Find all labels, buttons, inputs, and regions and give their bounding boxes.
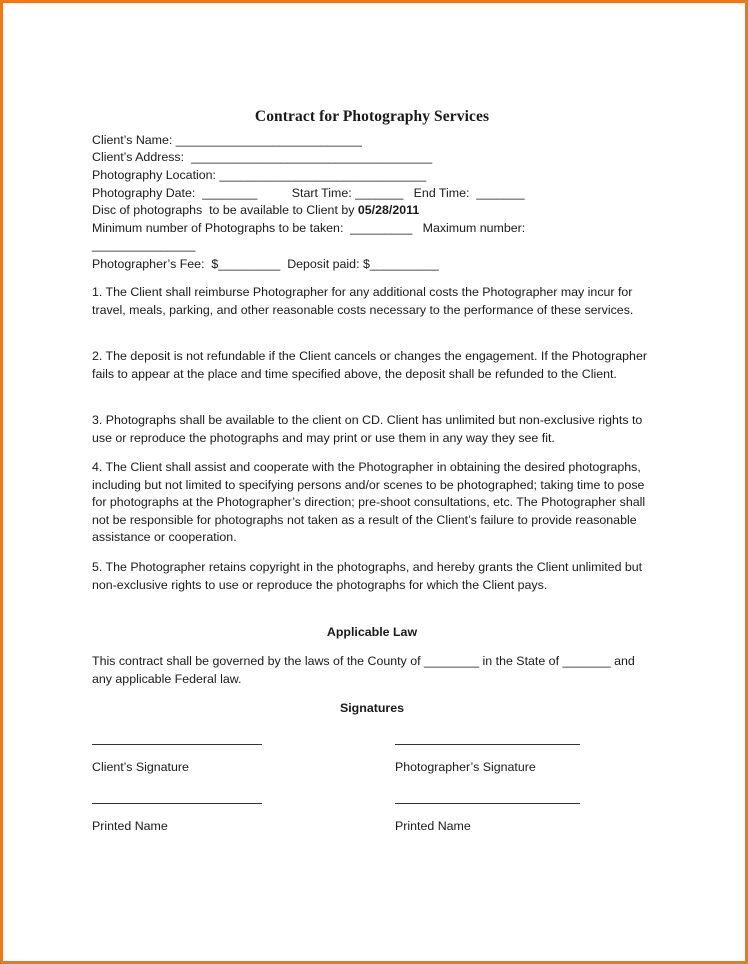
- photographer-printed-name-label: Printed Name: [395, 819, 471, 833]
- photographer-signature-label: Photographer’s Signature: [395, 760, 536, 774]
- photographer-signature-line: [395, 744, 580, 746]
- clause-3: 3. Photographs shall be available to the client on CD. Client has unlimited but non-exclusive rights to use or reproduce the photographs and may print or use them in any way they see fit.: [92, 413, 643, 445]
- photographer-printed-name-line: [395, 803, 580, 805]
- client-name-field: Client’s Name: ___________________________: [92, 133, 362, 147]
- clause-5: 5. The Photographer retains copyright in the photographs, and hereby grants the Client unlimited but non-exclusive rights to use or reproduce the photographs for which the Client pays.: [92, 560, 643, 592]
- client-signature-label: Client’s Signature: [92, 760, 189, 774]
- disc-availability-text: Disc of photographs to be available to Client by: [92, 203, 358, 217]
- client-printed-name-line: [92, 803, 262, 805]
- client-signature-line: [92, 744, 262, 746]
- applicable-law-text: This contract shall be governed by the laws of the County of ________ in the State of _______ and any applicable Federal law.: [92, 654, 635, 686]
- max-photos-blank: _______________: [92, 238, 196, 252]
- photography-date-time-field: Photography Date: ________ Start Time: _______ End Time: _______: [92, 186, 525, 200]
- client-address-field: Client’s Address: ___________________________________: [92, 150, 433, 164]
- applicable-law-heading: Applicable Law: [326, 625, 418, 639]
- client-printed-name-label: Printed Name: [92, 819, 168, 833]
- clause-2: 2. The deposit is not refundable if the Client cancels or changes the engagement. If the Photographer fails to appear at the place and time specified above, the deposit shall be refunded to the Client.: [92, 349, 647, 381]
- document-title: Contract for Photography Services: [254, 108, 490, 125]
- fee-deposit-field: Photographer’s Fee: $_________ Deposit paid: $__________: [92, 257, 439, 271]
- disc-availability-line: [92, 202, 419, 219]
- disc-availability-date: 05/28/2011: [357, 203, 420, 217]
- clause-4: 4. The Client shall assist and cooperate with the Photographer in obtaining the desired photographs, including but not limited to specifying persons and/or scenes to be photographed; taking time to pose for photographs at the Photographer’s direction; pre-shoot consultations, etc. The Photographer shall not be responsible for photographs not taken as a result of the Client’s failure to provide reasonable assistance or cooperation.: [92, 460, 646, 545]
- signatures-heading: Signatures: [339, 701, 405, 715]
- min-max-photos-field: Minimum number of Photographs to be taken: _________ Maximum number:: [92, 221, 526, 235]
- clause-1: 1. The Client shall reimburse Photographer for any additional costs the Photographer may incur for travel, meals, parking, and other reasonable costs necessary to the performance of these services.: [92, 285, 634, 317]
- photography-location-field: Photography Location: ______________________________: [92, 168, 427, 182]
